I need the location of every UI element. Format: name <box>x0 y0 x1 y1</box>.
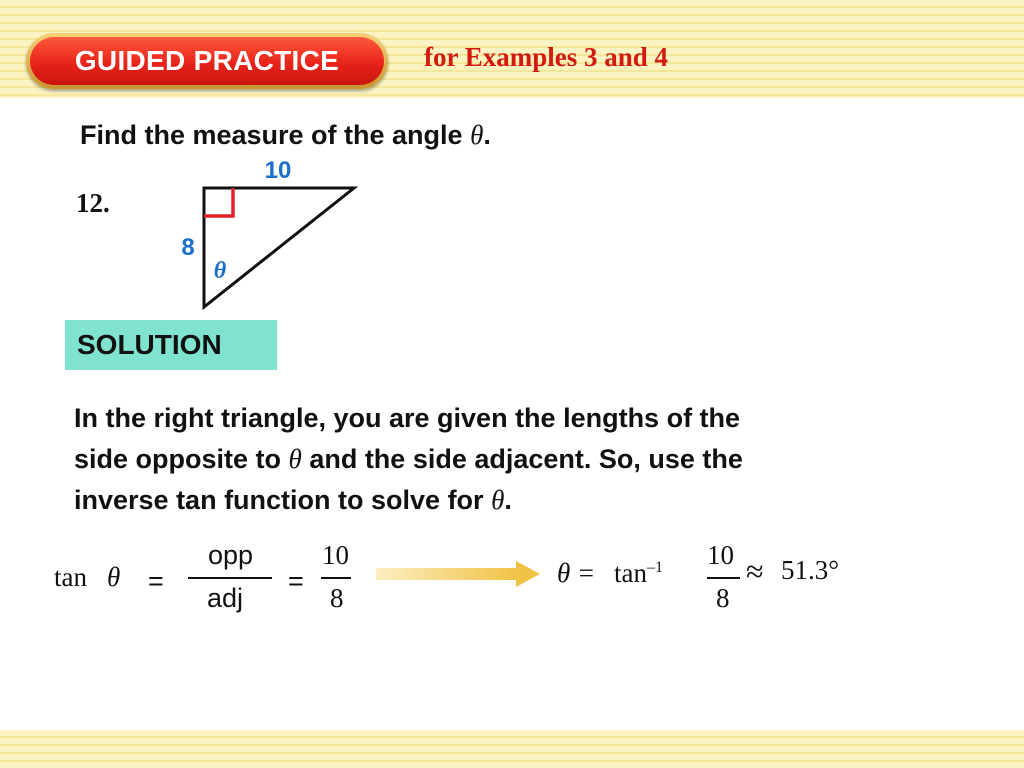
eq-inverse-exponent: –1 <box>647 559 663 576</box>
eq-opp: opp <box>208 540 254 570</box>
eq-equals-1: = <box>148 566 164 596</box>
triangle-shape <box>204 188 354 307</box>
problem-number: 12. <box>76 188 110 218</box>
solution-paragraph <box>74 398 974 521</box>
solution-line-2-a: side opposite to <box>74 444 282 474</box>
solution-label-box <box>65 320 277 370</box>
examples-subtitle: for Examples 3 and 4 <box>424 42 669 72</box>
solution-theta-1: θ <box>288 444 302 474</box>
eq-theta: θ <box>107 562 121 592</box>
right-angle-marker <box>204 188 233 216</box>
triangle-diagram <box>170 150 370 315</box>
prompt-period: . <box>483 120 491 150</box>
eq-fraction-bar-1 <box>188 577 272 579</box>
solution-period: . <box>504 485 512 515</box>
prompt-text: Find the measure of the angle <box>80 120 463 150</box>
eq-theta-equals: θ = <box>557 558 596 588</box>
solution-line-1: In the right triangle, you are given the lengths of the <box>74 403 741 433</box>
solution-line-2 <box>74 439 974 480</box>
prompt-theta: θ <box>470 120 484 150</box>
eq-tan-inverse <box>614 558 663 589</box>
eq-tan-inv-text: tan <box>614 558 647 588</box>
solution-line-2-b: and the side adjacent. So, use the <box>309 444 743 474</box>
problem-prompt <box>80 120 491 151</box>
right-arrow-icon <box>376 560 542 588</box>
solution-label: SOLUTION <box>77 329 222 360</box>
eq-approx: ≈ <box>746 553 764 589</box>
eq-num-2: 10 <box>707 540 734 570</box>
side-label-top: 10 <box>264 157 292 184</box>
eq-equals-2: = <box>288 566 304 596</box>
footer-band <box>0 730 1024 768</box>
side-label-left: 8 <box>181 234 195 261</box>
guided-practice-label: GUIDED PRACTICE <box>30 37 384 85</box>
eq-fraction-bar-2 <box>321 577 351 579</box>
solution-theta-2: θ <box>491 485 505 515</box>
solution-line-3-a: inverse tan function to solve for <box>74 485 484 515</box>
eq-result: 51.3° <box>781 555 840 585</box>
solution-line-3 <box>74 480 974 521</box>
eq-fraction-bar-3 <box>707 577 740 579</box>
eq-num-1: 10 <box>322 540 349 570</box>
eq-den-1: 8 <box>330 583 344 613</box>
eq-adj: adj <box>207 583 244 613</box>
angle-label: θ <box>213 258 227 284</box>
guided-practice-badge <box>26 33 388 89</box>
eq-tan: tan <box>54 562 87 592</box>
eq-den-2: 8 <box>716 583 730 613</box>
